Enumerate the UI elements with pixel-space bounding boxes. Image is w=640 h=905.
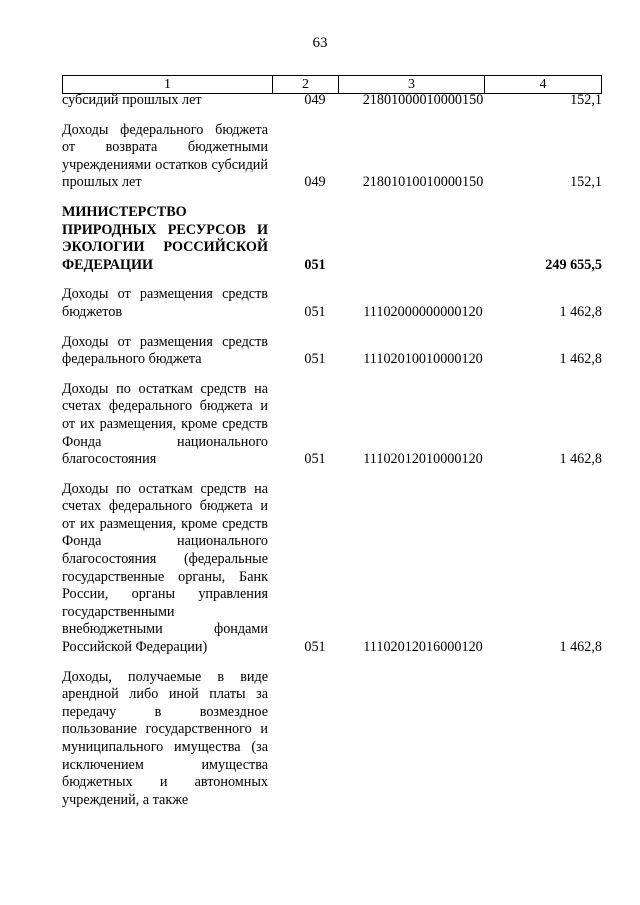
table-row: [62, 669, 602, 810]
row-amount: 249 655,5: [545, 256, 602, 273]
header-col-1: 1: [63, 76, 273, 93]
row-kbk: 11102012010000120: [363, 451, 483, 468]
row-name: Доходы федерального бюджета от возврата бюджетными учреждениями остатков субсидий прошлых лет: [62, 121, 268, 191]
row-kbk: 11102012016000120: [363, 639, 483, 656]
row-amount: 1 462,8: [559, 303, 602, 320]
table-row: [62, 381, 602, 469]
row-amount: 152,1: [570, 92, 602, 108]
row-kbk: 21801010010000150: [362, 174, 484, 191]
table-row: [62, 122, 602, 192]
row-admin-code: 051: [304, 351, 326, 368]
table-row: [62, 92, 602, 110]
row-name: субсидий прошлых лет: [62, 92, 202, 108]
header-col-3: 3: [339, 76, 485, 93]
row-kbk: 11102010010000120: [363, 351, 483, 368]
row-kbk: 21801000010000150: [362, 92, 484, 108]
table-row: [62, 286, 602, 321]
table-row: [62, 481, 602, 657]
row-amount: 1 462,8: [559, 639, 602, 656]
row-admin-code: 051: [304, 451, 326, 468]
row-admin-code: 051: [304, 639, 326, 656]
header-col-2: 2: [273, 76, 339, 93]
row-admin-code: 051: [304, 256, 326, 273]
row-name: МИНИСТЕРСТВО ПРИРОДНЫХ РЕСУРСОВ И ЭКОЛОГИИ РОССИЙСКОЙ ФЕДЕРАЦИИ: [62, 203, 268, 273]
row-name: Доходы по остаткам средств на счетах федерального бюджета и от их размещения, кроме средств Фонда национального благосостояния: [62, 380, 268, 468]
row-admin-code: 051: [304, 303, 326, 320]
table-row: [62, 334, 602, 369]
table-body: [62, 92, 602, 821]
row-amount: 152,1: [570, 174, 602, 191]
row-name: Доходы от размещения средств бюджетов: [62, 286, 268, 320]
row-kbk: 11102000000000120: [363, 303, 483, 320]
row-admin-code: 049: [304, 92, 326, 108]
row-admin-code: 049: [304, 174, 326, 191]
row-name: Доходы от размещения средств федерального бюджета: [62, 333, 268, 368]
table-row-ministry: [62, 204, 602, 274]
header-col-4: 4: [539, 77, 547, 92]
page-number: 63: [312, 35, 328, 51]
row-amount: 1 462,8: [559, 451, 602, 468]
row-name: Доходы по остаткам средств на счетах федерального бюджета и от их размещения, кроме средств Фонда национального благосостояния (федеральные государственные органы, Банк России, органы управления государственными внебюджетными фондами Российской Федерации): [62, 480, 268, 656]
row-name: Доходы, получаемые в виде арендной либо иной платы за передачу в возмездное пользование государственного и муниципального имущества (за исключением имущества бюджетных и автономных учреждений, а также: [62, 668, 268, 808]
row-amount: 1 462,8: [559, 351, 602, 368]
